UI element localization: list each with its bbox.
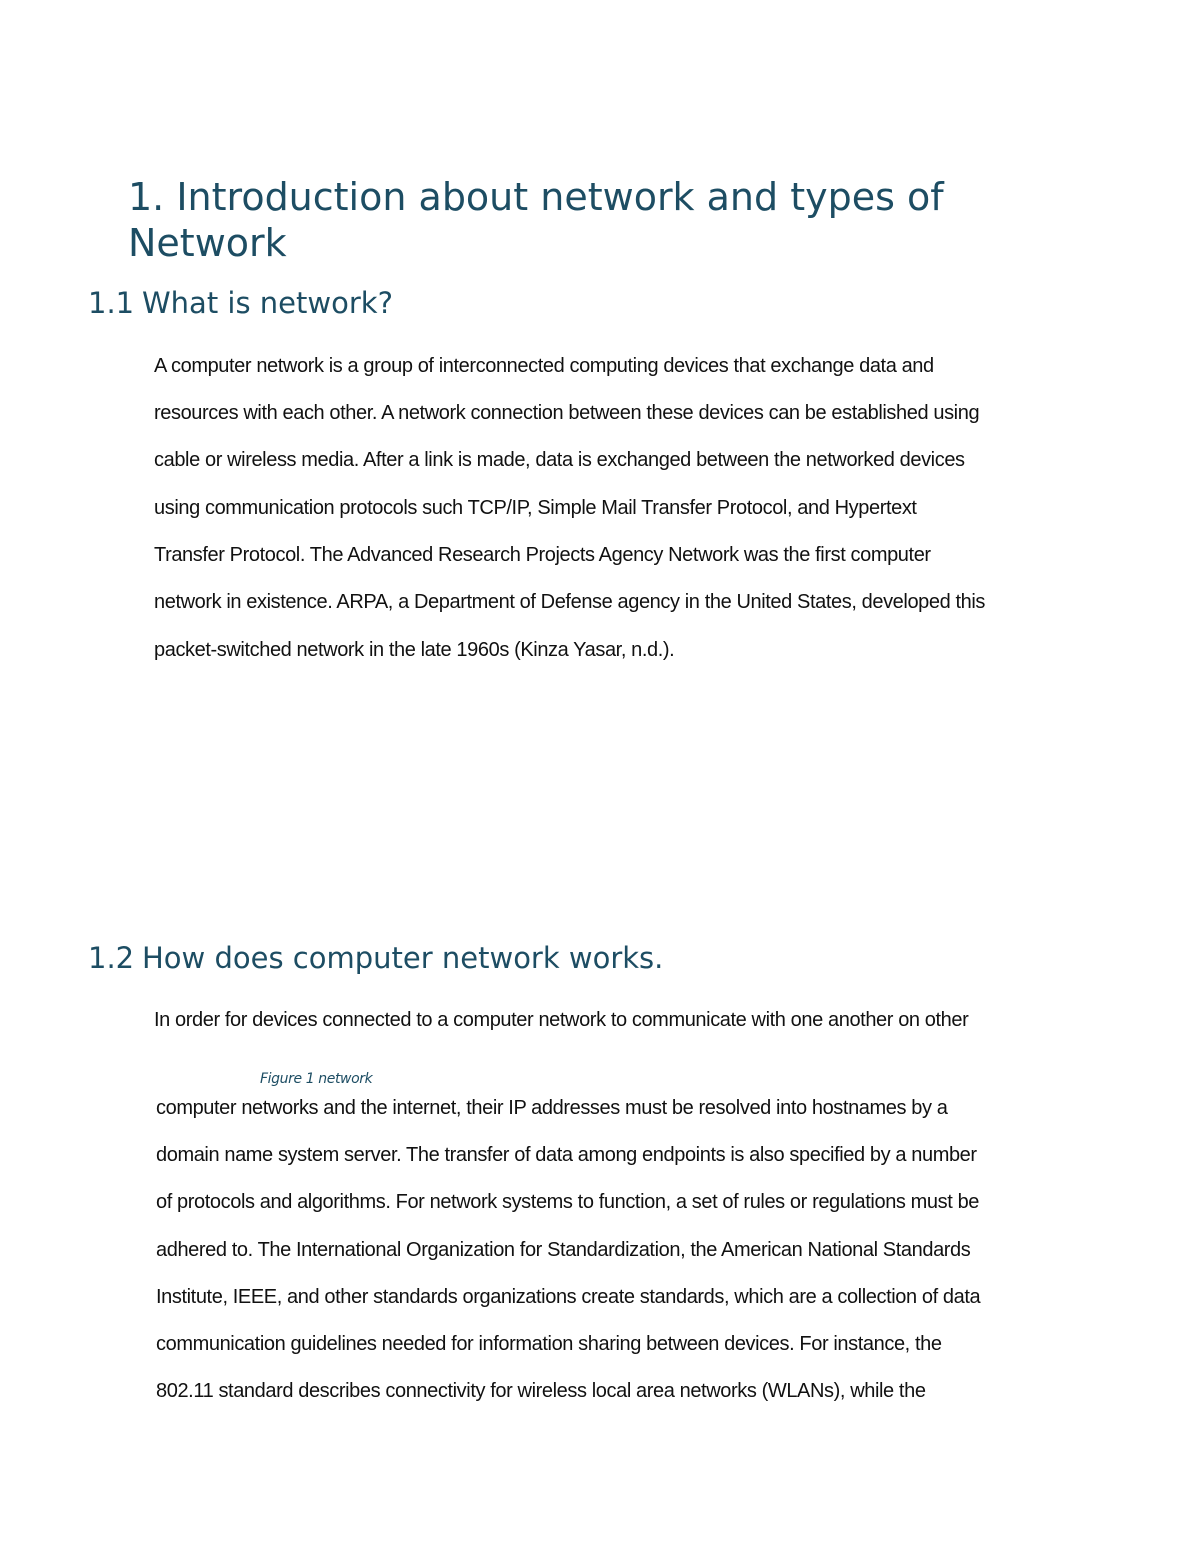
section-heading-how-network-works: [88, 941, 663, 975]
paragraph-line: communication guidelines needed for information sharing between devices. For instance, the: [156, 1333, 942, 1355]
section-title: How does computer network works.: [142, 941, 664, 975]
page-title: 1. Introduction about network and types of Network: [128, 175, 944, 265]
paragraph-line: A computer network is a group of interconnected computing devices that exchange data and: [154, 355, 934, 377]
section-number: 1.1: [88, 286, 135, 320]
paragraph-line: Transfer Protocol. The Advanced Research Projects Agency Network was the first computer: [154, 544, 931, 566]
paragraph-line: domain name system server. The transfer of data among endpoints is also specified by a number: [156, 1144, 977, 1166]
section-number: 1.2: [88, 941, 135, 975]
paragraph-line: network in existence. ARPA, a Department of Defense agency in the United States, developed this: [154, 591, 986, 613]
paragraph-line: In order for devices connected to a computer network to communicate with one another on other: [154, 1009, 969, 1031]
paragraph-line: adhered to. The International Organization for Standardization, the American National Standards: [156, 1239, 971, 1261]
paragraph-line: packet-switched network in the late 1960s (Kinza Yasar, n.d.).: [154, 639, 675, 661]
paragraph-line: computer networks and the internet, their IP addresses must be resolved into hostnames by a: [156, 1097, 948, 1119]
paragraph-line: resources with each other. A network connection between these devices can be established using: [154, 402, 980, 424]
paragraph-line: Institute, IEEE, and other standards organizations create standards, which are a collection of data: [156, 1286, 981, 1308]
section-title: What is network?: [142, 286, 393, 320]
paragraph-line: cable or wireless media. After a link is made, data is exchanged between the networked devices: [154, 449, 965, 471]
paragraph-line: of protocols and algorithms. For network systems to function, a set of rules or regulations must be: [156, 1191, 980, 1213]
figure-caption: Figure 1 network: [260, 1071, 373, 1087]
section-heading-what-is-network: [88, 286, 393, 320]
paragraph-line: using communication protocols such TCP/IP, Simple Mail Transfer Protocol, and Hypertext: [154, 497, 917, 519]
paragraph-line: 802.11 standard describes connectivity for wireless local area networks (WLANs), while the: [156, 1380, 926, 1402]
